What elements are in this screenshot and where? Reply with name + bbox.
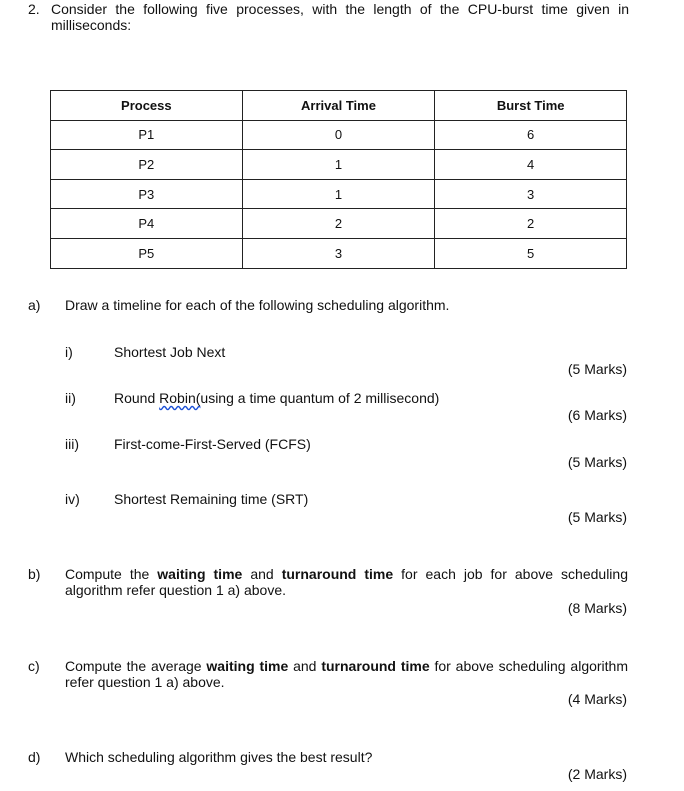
table-row <box>51 179 627 209</box>
cell-burst: 6 <box>435 120 627 150</box>
header-burst-time: Burst Time <box>435 91 627 121</box>
cell-arrival: 1 <box>242 150 435 180</box>
header-process: Process <box>51 91 243 121</box>
cell-process: P4 <box>51 209 243 239</box>
part-d-label: d) <box>28 749 41 765</box>
item-iii-marks: (5 Marks) <box>567 454 627 470</box>
item-iv-number: iv) <box>65 491 80 507</box>
part-b-label: b) <box>28 566 41 582</box>
cell-process: P1 <box>51 120 243 150</box>
part-a-text: Draw a timeline for each of the following scheduling algorithm. <box>65 297 450 313</box>
part-d-marks: (2 Marks) <box>567 766 627 782</box>
cell-burst: 4 <box>435 150 627 180</box>
cell-process: P3 <box>51 179 243 209</box>
part-c-marks: (4 Marks) <box>567 691 627 707</box>
part-b-text-3: for each job for above scheduling algorithm refer question 1 a) above. <box>65 566 628 598</box>
question-text: Consider the following five processes, with the length of the CPU-burst time given in milliseconds: <box>51 1 629 33</box>
spellcheck-underlined-word: Robin( <box>159 390 201 406</box>
item-i-marks: (5 Marks) <box>567 361 627 377</box>
part-b-text-1: Compute the <box>65 566 158 582</box>
part-b-marks: (8 Marks) <box>567 600 627 616</box>
part-b-bold-waiting-time: waiting time <box>157 566 243 582</box>
table-row <box>51 120 627 150</box>
part-c-text-3: for above scheduling algorithm refer question 1 a) above. <box>65 658 629 690</box>
part-c-bold-waiting-time: waiting time <box>206 658 289 674</box>
table-row <box>51 238 627 268</box>
part-c-label: c) <box>28 658 40 674</box>
item-ii-text-pre: Round <box>114 390 160 406</box>
process-table <box>50 90 627 269</box>
part-c-text-2: and <box>288 658 322 674</box>
cell-arrival: 0 <box>242 120 435 150</box>
cell-process: P5 <box>51 238 243 268</box>
part-b-bold-turnaround-time: turnaround time <box>281 566 394 582</box>
item-i-text: Shortest Job Next <box>114 344 226 360</box>
item-ii-marks: (6 Marks) <box>567 407 627 423</box>
part-a-label: a) <box>28 297 41 313</box>
part-c-text-1: Compute the average <box>65 658 207 674</box>
item-iii-number: iii) <box>65 436 79 452</box>
part-c-text <box>65 658 628 690</box>
table-header-row <box>51 91 627 121</box>
item-i-number: i) <box>65 344 73 360</box>
cell-arrival: 1 <box>242 179 435 209</box>
part-b-text <box>65 566 628 598</box>
cell-burst: 5 <box>435 238 627 268</box>
cell-burst: 2 <box>435 209 627 239</box>
cell-arrival: 3 <box>242 238 435 268</box>
item-ii-number: ii) <box>65 390 76 406</box>
cell-process: P2 <box>51 150 243 180</box>
part-c-bold-turnaround-time: turnaround time <box>321 658 430 674</box>
table-row <box>51 209 627 239</box>
header-arrival-time: Arrival Time <box>242 91 435 121</box>
item-ii-text-post: using a time quantum of 2 millisecond) <box>200 390 440 406</box>
item-iii-text: First-come-First-Served (FCFS) <box>114 436 311 452</box>
cell-burst: 3 <box>435 179 627 209</box>
part-d-text: Which scheduling algorithm gives the best result? <box>65 749 373 765</box>
item-ii-text <box>114 390 439 406</box>
part-b-text-2: and <box>242 566 282 582</box>
cell-arrival: 2 <box>242 209 435 239</box>
table-row <box>51 150 627 180</box>
item-iv-text: Shortest Remaining time (SRT) <box>114 491 309 507</box>
question-number: 2. <box>28 1 40 17</box>
item-iv-marks: (5 Marks) <box>567 509 627 525</box>
